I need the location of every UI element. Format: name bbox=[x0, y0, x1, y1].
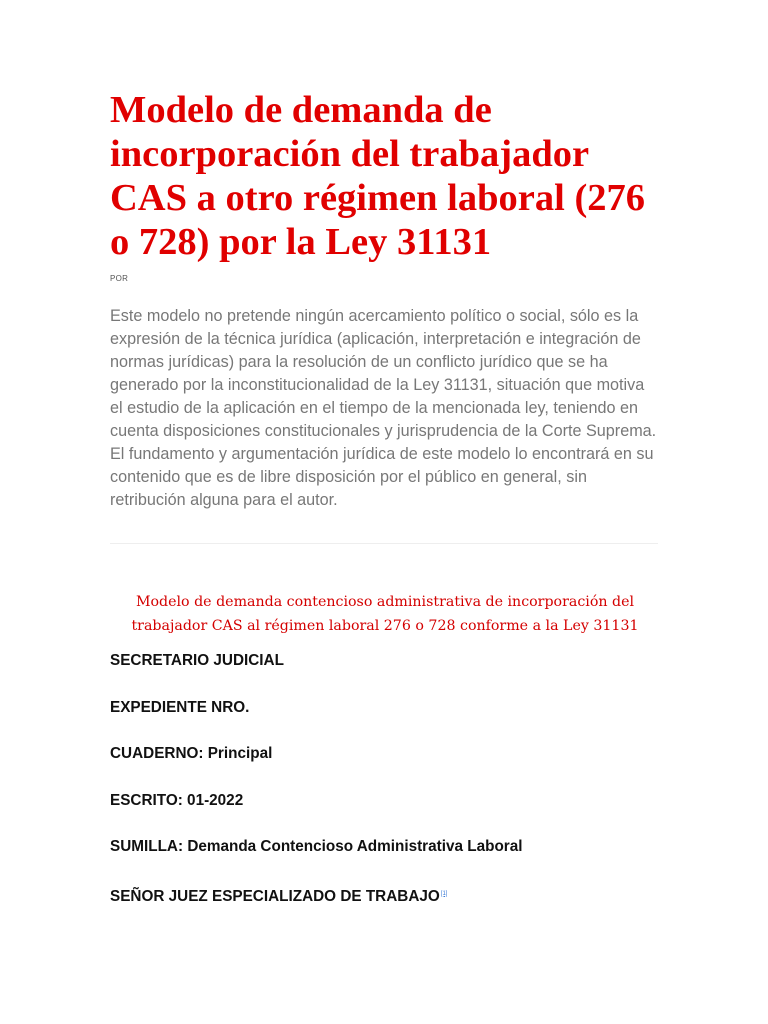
field-sumilla: SUMILLA: Demanda Contencioso Administrativa Laboral bbox=[110, 838, 523, 855]
section-divider bbox=[110, 543, 658, 544]
field-expediente: EXPEDIENTE NRO. bbox=[110, 698, 250, 716]
footnote-link[interactable]: [1] bbox=[440, 890, 448, 897]
field-cuaderno: CUADERNO: Principal bbox=[110, 745, 273, 762]
document-title: Modelo de demanda de incorporación del trabajador CAS a otro régimen laboral (276 o 728) por la Ley 31131 bbox=[110, 89, 646, 263]
header-fields bbox=[110, 652, 660, 931]
document-subtitle: Modelo de demanda contencioso administrativa de incorporación del trabajador CAS al régimen laboral 276 o 728 conforme a la Ley 31131 bbox=[131, 594, 639, 634]
field-secretario: SECRETARIO JUDICIAL bbox=[110, 652, 284, 669]
field-senor-juez bbox=[110, 885, 660, 932]
intro-paragraph: Este modelo no pretende ningún acercamiento político o social, sólo es la expresión de la técnica jurídica (aplicación, interpretación e integración de normas jurídicas) para la resolución de un conflicto jurídico que se ha generado por la inconstitucionalidad de la Ley 31131, situación que motiva el estudio de la aplicación en el tiempo de la mencionada ley, teniendo en cuenta disposiciones constitucionales y jurisprudencia de la Corte Suprema. El fundamento y argumentación jurídica de este modelo lo encontrará en su contenido que es de libre disposición por el público en general, sin retribución alguna para el autor. bbox=[110, 307, 657, 509]
field-escrito: ESCRITO: 01-2022 bbox=[110, 791, 244, 809]
document-page bbox=[110, 88, 660, 931]
byline: POR bbox=[110, 274, 129, 283]
field-senor-juez-text: SEÑOR JUEZ ESPECIALIZADO DE TRABAJO bbox=[110, 887, 440, 905]
